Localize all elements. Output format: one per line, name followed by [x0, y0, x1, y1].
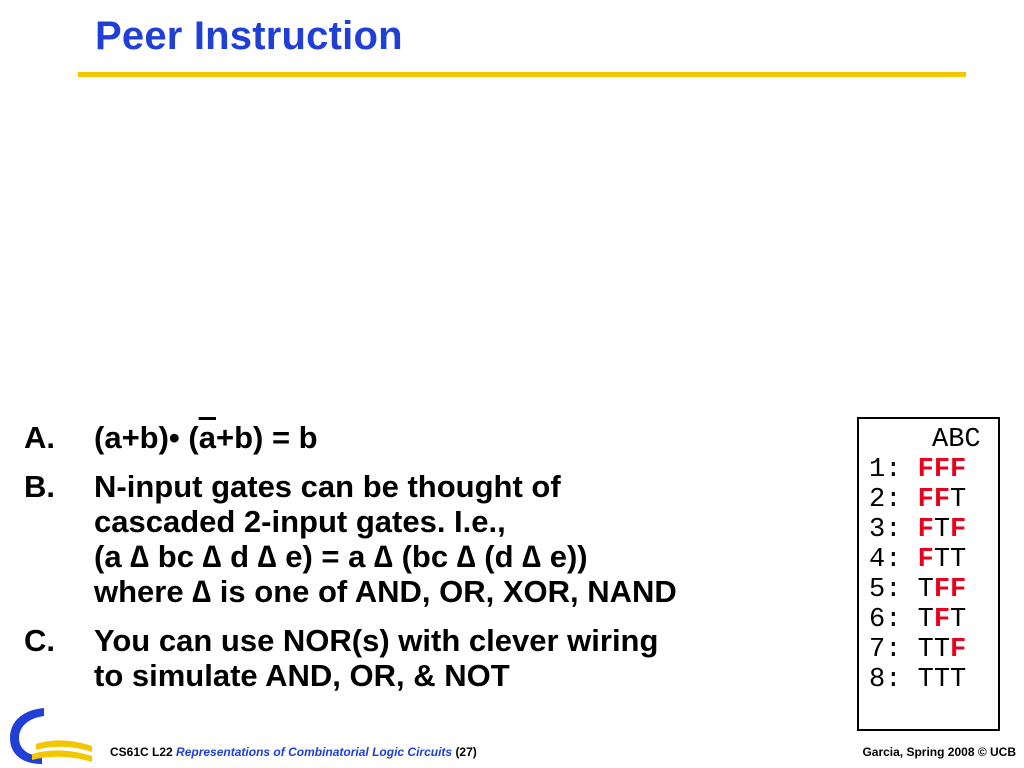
answer-header: ABC — [932, 425, 981, 455]
question-c-line-1: You can use NOR(s) with clever wiring — [94, 623, 659, 658]
answer-value: F — [950, 575, 967, 605]
cal-logo-icon — [4, 700, 94, 768]
answer-number: 8: — [869, 665, 918, 695]
answer-row-5 — [869, 575, 998, 605]
answer-value: T — [917, 665, 934, 695]
footer-course: CS61C L22 — [110, 745, 173, 759]
question-b-line-2: cascaded 2-input gates. I.e., — [94, 504, 506, 539]
footer-lecture-title: Representations of Combinatorial Logic Circuits — [176, 745, 453, 759]
question-a-text — [94, 420, 854, 455]
answer-number: 7: — [869, 635, 918, 665]
answer-row-1 — [869, 455, 998, 485]
footer-credit: Garcia, Spring 2008 © UCB — [862, 745, 1016, 759]
answer-rows — [869, 455, 998, 695]
question-list — [24, 420, 854, 707]
answer-row-2 — [869, 485, 998, 515]
question-b-line-3: (a ∆ bc ∆ d ∆ e) = a ∆ (bc ∆ (d ∆ e)) — [94, 539, 588, 574]
answer-choices-box — [857, 417, 1000, 731]
footer-course-info — [110, 745, 477, 759]
answer-number: 1: — [869, 455, 918, 485]
answer-row-4 — [869, 545, 998, 575]
question-b-line-4: where ∆ is one of AND, OR, XOR, NAND — [94, 574, 677, 609]
answer-value: T — [950, 665, 967, 695]
answer-value: T — [917, 635, 934, 665]
answer-value: T — [950, 545, 967, 575]
answer-number: 3: — [869, 515, 918, 545]
question-c-text — [94, 623, 854, 693]
answer-row-6 — [869, 605, 998, 635]
question-b-letter: B. — [24, 469, 55, 504]
answer-number: 6: — [869, 605, 918, 635]
question-b — [24, 469, 854, 609]
answer-row-8 — [869, 665, 998, 695]
answer-number: 2: — [869, 485, 918, 515]
question-b-text — [94, 469, 854, 609]
answer-value: F — [950, 515, 967, 545]
question-a — [24, 420, 854, 455]
answer-value: F — [933, 605, 951, 635]
answer-value: F — [917, 485, 934, 515]
slide-title: Peer Instruction — [95, 14, 403, 58]
answer-value: F — [917, 545, 934, 575]
question-c — [24, 623, 854, 693]
footer-page: (27) — [455, 745, 477, 759]
answer-number: 5: — [869, 575, 918, 605]
answer-value: T — [917, 575, 934, 605]
answer-value: T — [917, 605, 934, 635]
answer-row-3 — [869, 515, 998, 545]
answer-value: F — [933, 485, 951, 515]
question-a-line-1: (a+b)• $(\overline{a}+b) = b$ — [94, 420, 318, 455]
answer-value: F — [917, 515, 934, 545]
answer-value: T — [933, 665, 951, 695]
question-a-letter: A. — [24, 420, 55, 455]
question-c-line-2: to simulate AND, OR, & NOT — [94, 658, 510, 693]
answer-value: F — [933, 455, 951, 485]
title-divider — [78, 72, 966, 77]
answer-value: F — [950, 635, 967, 665]
answer-number: 4: — [869, 545, 918, 575]
answer-value: T — [933, 545, 951, 575]
answer-value: F — [933, 575, 951, 605]
answer-value: F — [917, 455, 934, 485]
question-b-line-1: N-input gates can be thought of — [94, 469, 561, 504]
question-c-letter: C. — [24, 623, 55, 658]
answer-value: F — [950, 455, 967, 485]
answer-value: T — [950, 605, 967, 635]
answer-value: T — [933, 635, 951, 665]
answer-row-7 — [869, 635, 998, 665]
answer-value: T — [950, 485, 967, 515]
answer-value: T — [933, 515, 951, 545]
